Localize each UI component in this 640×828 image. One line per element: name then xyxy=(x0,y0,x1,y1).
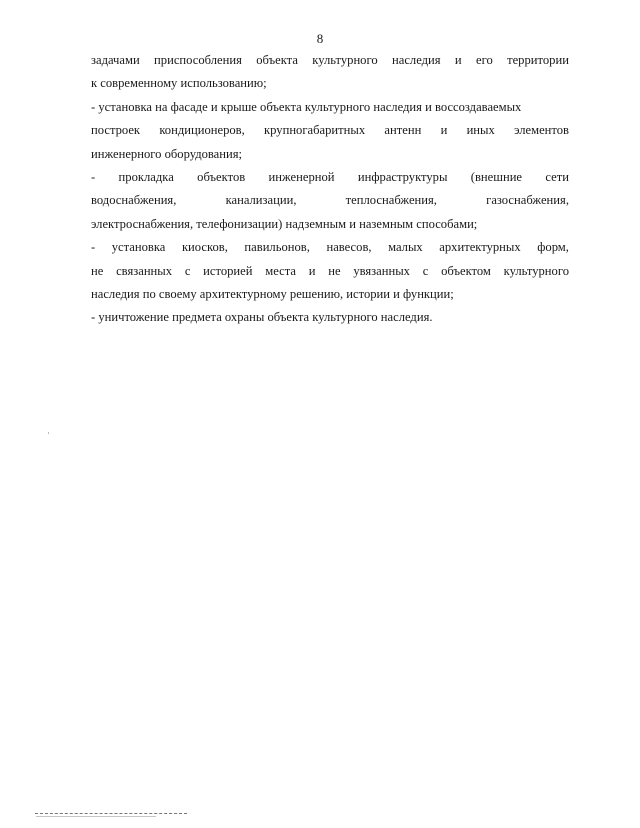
word: не xyxy=(91,263,104,278)
word: и xyxy=(308,263,316,278)
text-line xyxy=(91,49,569,72)
word: павильонов, xyxy=(244,240,310,255)
word: сети xyxy=(545,170,569,185)
word: кондиционеров, xyxy=(159,123,245,138)
word: объектом xyxy=(441,263,491,278)
word: газоснабжения, xyxy=(486,193,569,208)
word: форм, xyxy=(537,240,569,255)
word: объектов xyxy=(197,170,246,185)
word: архитектурных xyxy=(439,240,521,255)
word: крупногабаритных xyxy=(264,123,366,138)
text-line: инженерного оборудования; xyxy=(91,146,243,161)
footer-rule-faint xyxy=(36,816,156,817)
word: культурного xyxy=(312,53,378,67)
page-number: 8 xyxy=(316,31,324,46)
word: киосков, xyxy=(181,240,228,255)
text-line: - уничтожение предмета охраны объекта культурного наследия. xyxy=(91,310,433,325)
word: навесов, xyxy=(326,240,372,255)
word: - xyxy=(91,170,96,185)
word: инженерной xyxy=(268,170,335,185)
word: антенн xyxy=(384,123,422,138)
body-text xyxy=(91,49,569,330)
word: водоснабжения, xyxy=(91,193,177,208)
word: не xyxy=(328,263,341,278)
footer-rule xyxy=(35,813,187,814)
word: канализации, xyxy=(225,193,297,208)
word: инфраструктуры xyxy=(357,170,448,185)
word: территории xyxy=(507,53,569,67)
word: наследия xyxy=(391,53,441,67)
word: элементов xyxy=(514,123,569,138)
word: с xyxy=(184,263,191,278)
word: установка xyxy=(111,240,166,255)
text-line: наследия по своему архитектурному решению, истории и функции; xyxy=(91,287,454,302)
word: и xyxy=(440,123,448,138)
scan-mark xyxy=(48,432,49,434)
text-line: электроснабжения, телефонизации) надземным и наземным способами; xyxy=(91,216,478,231)
word: малых xyxy=(388,240,423,255)
word: (внешние xyxy=(470,170,523,185)
word: места xyxy=(265,263,296,278)
word: задачами xyxy=(91,53,140,67)
text-line: к современному использованию; xyxy=(91,76,267,91)
word: с xyxy=(422,263,429,278)
text-line xyxy=(91,119,569,142)
word: увязанных xyxy=(353,263,410,278)
word: - xyxy=(91,240,96,255)
word: связанных xyxy=(116,263,173,278)
word: и xyxy=(454,53,462,67)
text-line xyxy=(91,236,569,259)
word: объекта xyxy=(256,53,298,67)
word: его xyxy=(476,53,493,67)
text-line xyxy=(91,166,569,189)
word: культурного xyxy=(503,263,569,278)
word: приспособления xyxy=(154,53,242,67)
word: прокладка xyxy=(118,170,174,185)
word: историей xyxy=(203,263,253,278)
word: теплоснабжения, xyxy=(345,193,437,208)
text-line xyxy=(91,260,569,283)
text-line: - установка на фасаде и крыше объекта культурного наследия и воссоздаваемых xyxy=(91,99,522,114)
text-line xyxy=(91,189,569,212)
word: построек xyxy=(91,123,141,138)
word: иных xyxy=(466,123,495,138)
